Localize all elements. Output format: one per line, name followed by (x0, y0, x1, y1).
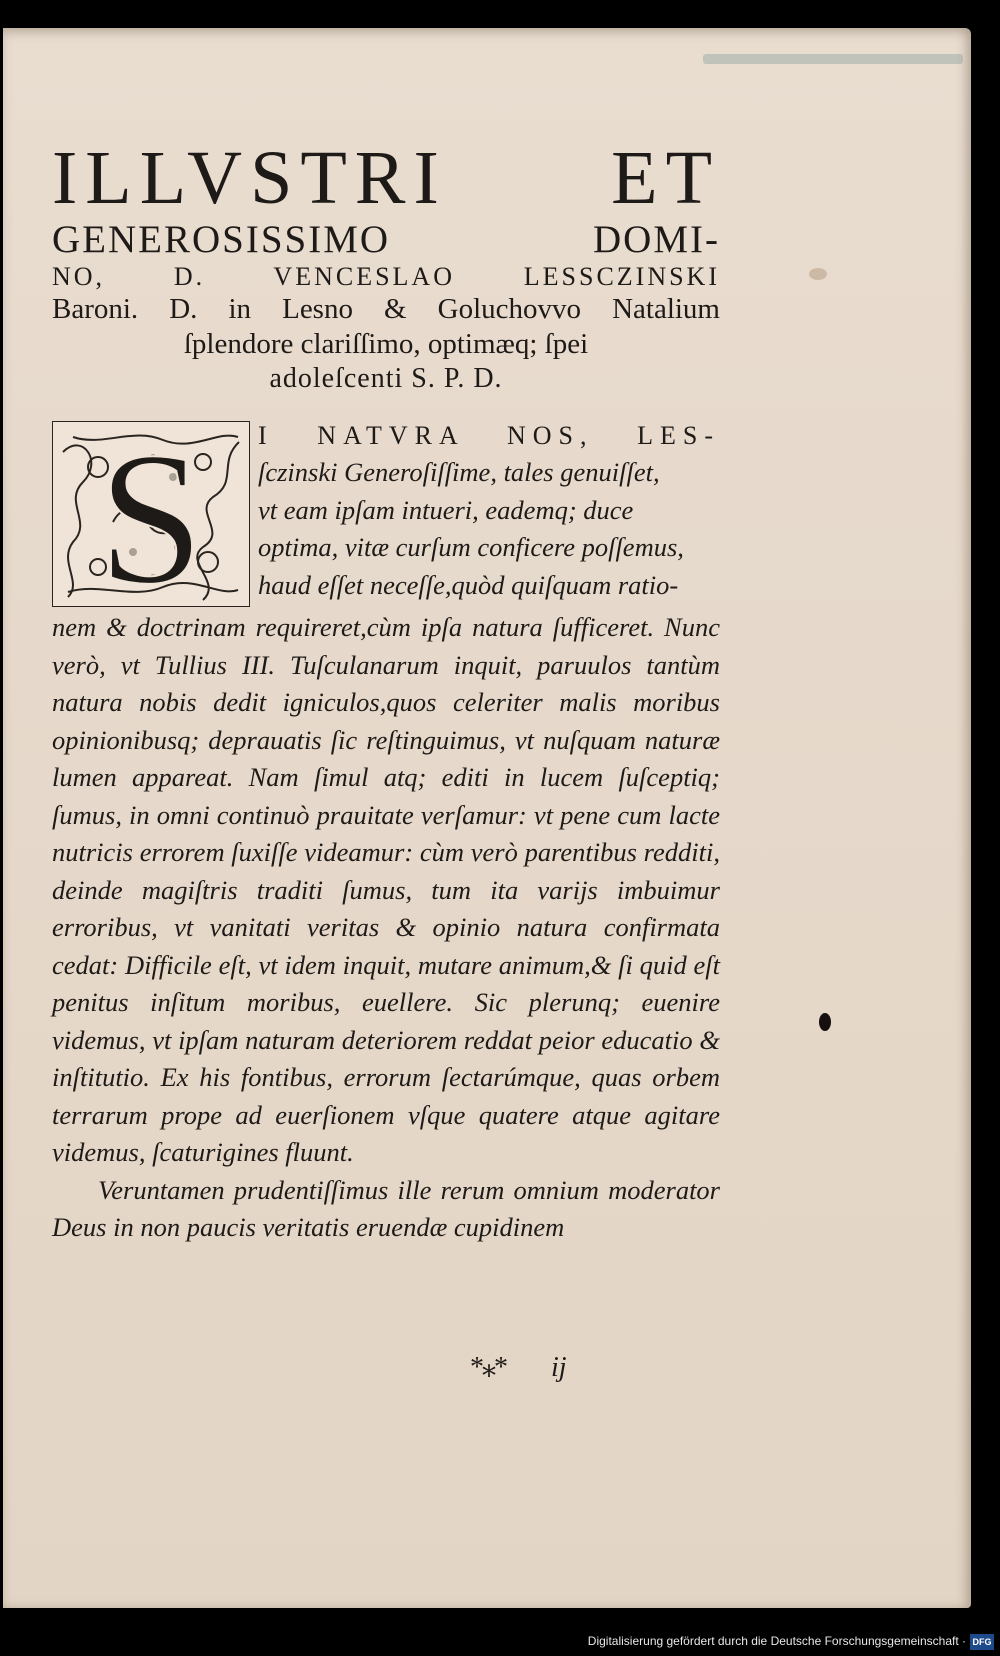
title-line-4: ſplendore clariſſimo, optimæq; ſpei (183, 327, 589, 360)
wrapped-line-4: haud eſſet neceſſe,quòd quiſquam ratio- (258, 569, 679, 600)
drop-cap-glyph: S (98, 422, 204, 607)
title-line-3: Baroni. D. in Lesno & Goluchovvo Natalium (52, 293, 720, 326)
dfg-logo: DFG (970, 1634, 994, 1650)
body-paragraph-1: nem & doctrinam requireret,cùm ipſa natura ſufficeret. Nunc verò, vt Tullius III. Tuſculanarum inquit, paruulos tantùm natura nobis dedit igniculos,quos celeriter malis moribus opinionibusq; deprauatis ſic reſtinguimus, vt nuſquam naturæ lumen appareat. Nam ſimul atq; editi in lucem ſuſceptiq; ſumus, in omni continuò prauitate verſamur: vt pene cum lacte nutricis errorem ſuxiſſe videamur: cùm verò parentibus redditi, deinde magiſtris traditi ſumus, tum ita varijs imbuimur erroribus, vt vanitati veritas & opinio natura confirmata cedat: Difficile eſt, vt idem inquit, mutare animum,& ſi quid eſt penitus inſitum moribus, euellere. Sic plerunq; euenire videmus, vt ipſam naturam deteriorem reddat peior educatio & inſtitutio. Ex his fontibus, errorum ſectarúmque, quas orbem terrarum prope ad euerſionem vſque quatere atque agitare videmus, ſcaturigines fluunt. (52, 612, 720, 1168)
wrapped-line-2: vt eam ipſam intueri, eademq; duce (258, 494, 634, 525)
title-line-1: GENEROSISSIMO DOMI- (52, 218, 720, 261)
drop-cap-letter (53, 422, 249, 606)
signature-label: ij (551, 1352, 567, 1383)
wrapped-line-3: optima, vitæ curſum conficere poſſemus, (258, 532, 684, 563)
title-word-1: ILLVSTRI (52, 136, 447, 220)
wrapped-line-1: ſczinski Generoſiſſime, tales genuiſſet, (258, 457, 660, 488)
title-line-2: NO, D. VENCESLAO LESSCZINSKI (52, 261, 720, 291)
signature-mark (470, 1350, 567, 1384)
title-line-5: adoleſcenti S. P. D. (269, 362, 503, 394)
page-top-edge (703, 54, 963, 64)
body-area (52, 417, 720, 1247)
lead-line: I NATVRA NOS, LES- (258, 421, 720, 451)
asterism-icon: *⁎* (470, 1352, 506, 1383)
digitization-credit: Digitalisierung gefördert durch die Deutsche Forschungsgemeinschaft · (587, 1634, 966, 1648)
decorated-initial-s (52, 421, 250, 607)
paper-stain (809, 268, 827, 280)
title-main (52, 136, 720, 220)
ink-spot (819, 1013, 831, 1031)
dedication-text (52, 136, 720, 1247)
body-paragraph-2: Veruntamen prudentiſſimus ille rerum omnium moderator Deus in non paucis veritatis eruendæ cupidinem (52, 1174, 720, 1243)
footer-bar (0, 1622, 1000, 1656)
title-word-2: ET (611, 136, 720, 220)
